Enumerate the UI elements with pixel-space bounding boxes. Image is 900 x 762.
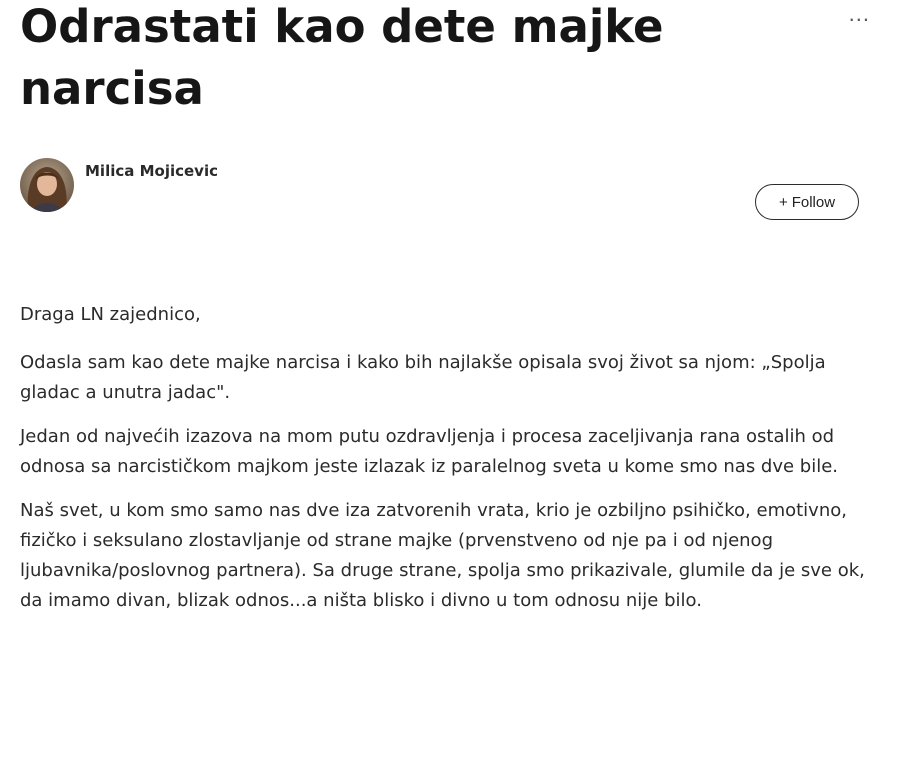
author-row <box>20 156 870 218</box>
paragraph: Naš svet, u kom smo samo nas dve iza zatvorenih vrata, krio je ozbiljno psihičko, emotivno, fizičko i seksulano zlostavljanje od strane majke (prvenstveno od nje pa i od njenog ljubavnika/poslovnog partnera). Sa druge strane, spolja smo prikazivale, glumile da je sve ok, da imamo divan, blizak odnos...a ništa blisko i divno u tom odnosu nije bilo. <box>20 500 865 611</box>
more-options-icon[interactable]: ... <box>848 1 870 26</box>
author-name[interactable]: Milica Mojicevic <box>85 162 218 180</box>
paragraph: Draga LN zajednico, <box>20 304 201 325</box>
article-title: Odrastati kao dete majke narcisa <box>20 0 664 115</box>
author-avatar[interactable] <box>20 158 74 212</box>
paragraph: Jedan od najvećih izazova na mom putu ozdravljenja i procesa zaceljivanja rana ostalih od odnosa sa narcističkom majkom jeste izlazak iz paralelnog sveta u kome smo nas dve bile. <box>20 426 839 477</box>
profile-photo-icon <box>20 158 74 212</box>
follow-button[interactable] <box>755 184 859 220</box>
article-body <box>20 300 880 630</box>
paragraph: Odasla sam kao dete majke narcisa i kako bih najlakše opisala svoj život sa njom: „Spolja gladac a unutra jadac". <box>20 352 826 403</box>
plus-icon: + <box>778 193 788 211</box>
follow-label: Follow <box>791 193 836 211</box>
